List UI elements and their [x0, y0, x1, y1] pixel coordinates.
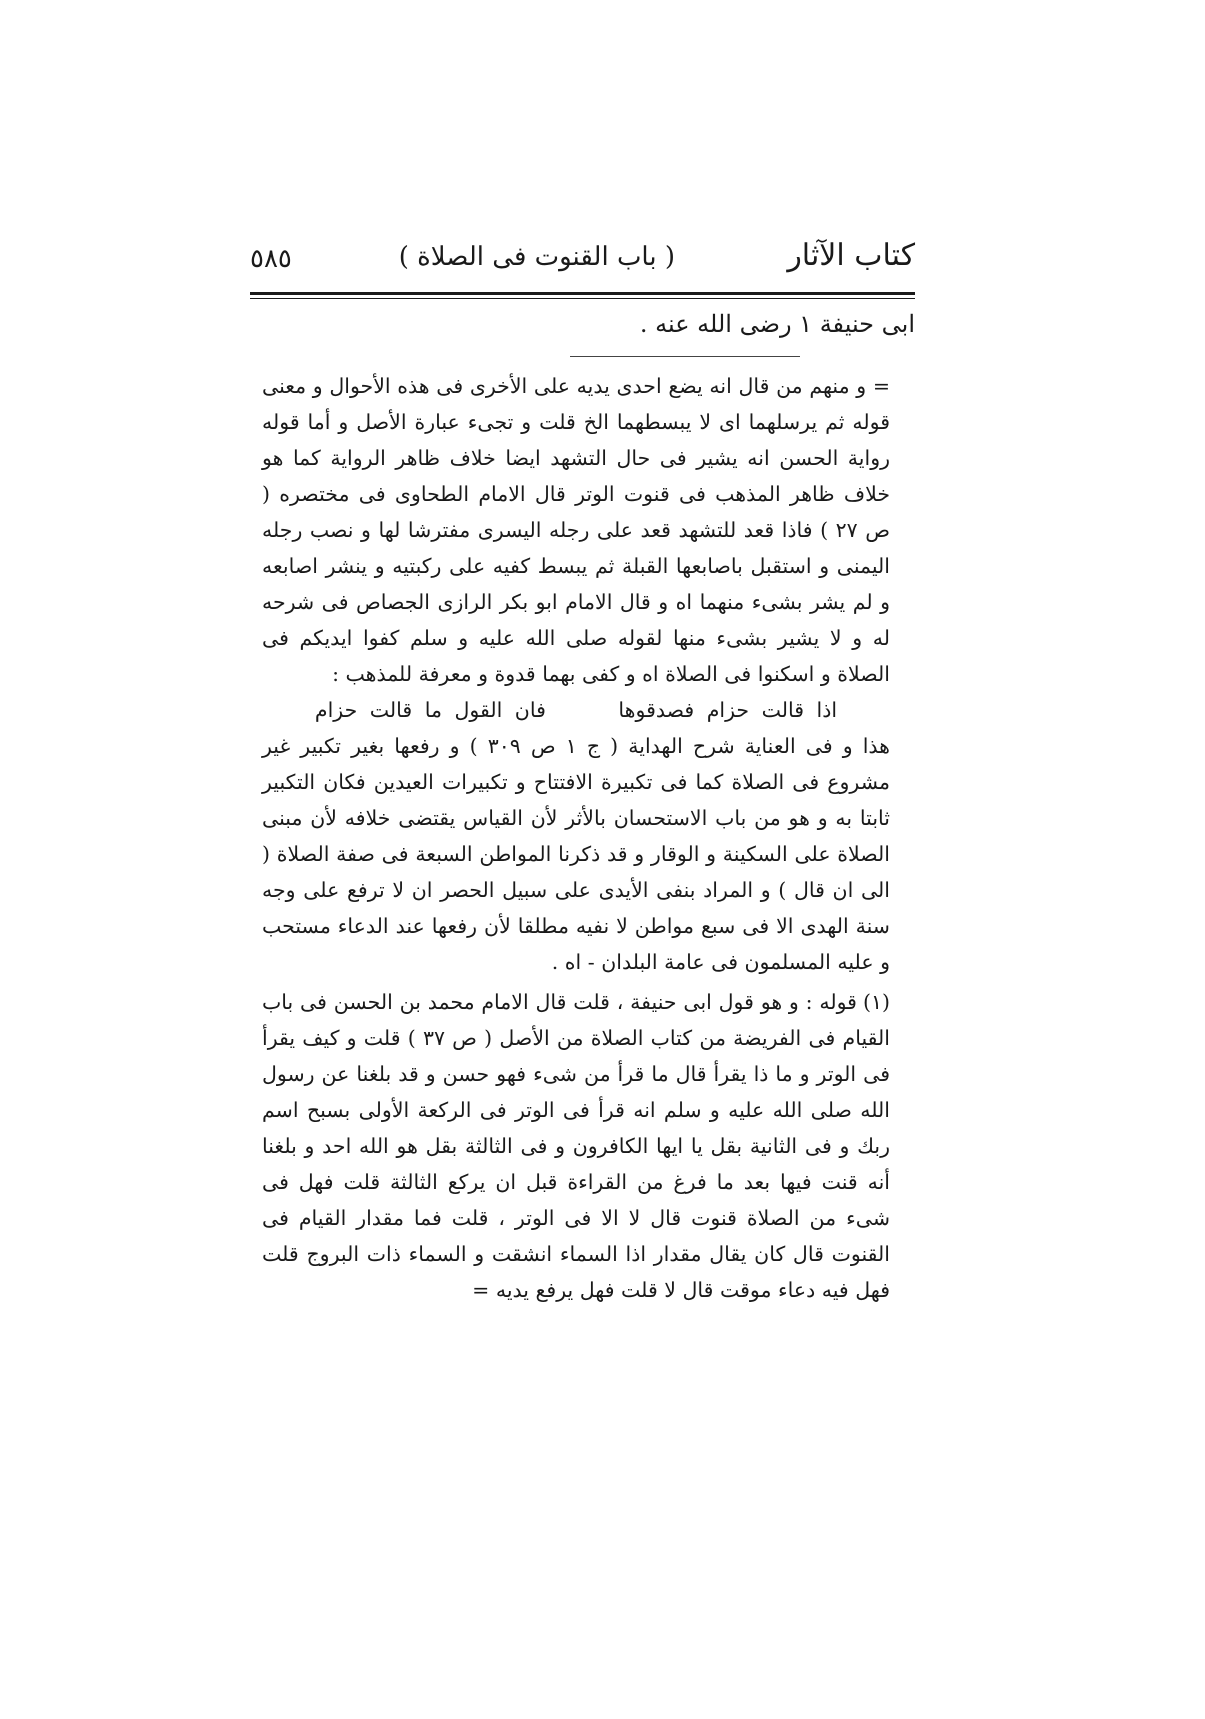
header-rule-thin [250, 298, 915, 299]
footnote-inaya-paragraph: هذا و فى العناية شرح الهداية ( ج ١ ص ٣٠٩ ) و رفعها بغير تكبير غير مشروع فى الصلاة كما فى تكبيرة الافتتاح و تكبيرات العيدين فكان التكبير ثابتا به و هو من باب الاستحسان بالأثر لأن القياس يقتضى خلافه لأن مبنى الصلاة على السكينة و الوقار و قد ذكرنا المواطن السبعة فى صفة الصلاة ( الى ان قال ) و المراد بنفى الأيدى على سبيل الحصر ان لا ترفع على وجه سنة الهدى الا فى سبع مواطن لا نفيه مطلقا لأن رفعها عند الدعاء مستحب و عليه المسلمون فى عامة البلدان - اه . [262, 734, 890, 974]
footnote-one [262, 984, 890, 1308]
book-title: كتاب الآثار [787, 238, 915, 273]
chapter-title: ( باب القنوت فى الصلاة ) [398, 242, 675, 272]
footnote-one-text: قوله : و هو قول ابى حنيفة ، قلت قال الامام محمد بن الحسن فى باب القيام فى الفريضة من كتاب الصلاة من الأصل ( ص ٣٧ ) قلت و كيف يقرأ فى الوتر و ما ذا يقرأ قال ما قرأ من شىء فهو حسن و قد بلغنا عن رسول الله صلى الله عليه و سلم انه قرأ فى الوتر فى الركعة الأولى بسبح اسم ربك و فى الثانية بقل يا ايها الكافرون و فى الثالثة بقل هو الله احد و بلغنا أنه قنت فيها بعد ما فرغ من القراءة قبل ان يركع الثالثة قلت فهل فى شىء من الصلاة قنوت قال لا الا فى الوتر ، قلت فما مقدار القيام فى القنوت قال كان يقال مقدار اذا السماء انشقت و السماء ذات البروج قلت فهل فيه دعاء موقت قال لا قلت فهل يرفع يديه = [262, 990, 890, 1302]
page-header [250, 238, 915, 288]
poetry-verse [262, 692, 890, 728]
footnote-separator [570, 356, 800, 357]
verse-first-hemistich: اذا قالت حزام فصدقوها [618, 698, 838, 722]
main-text-continuation: ابى حنيفة ١ رضى الله عنه . [639, 310, 915, 338]
footnote-continued-paragraph: = و منهم من قال انه يضع احدى يديه على الأخرى فى هذه الأحوال و معنى قوله ثم يرسلهما اى لا يبسطهما الخ قلت و تجىء عبارة الأصل و أما قوله رواية الحسن انه يشير فى حال التشهد ايضا خلاف ظاهر الرواية كما هو خلاف ظاهر المذهب فى قنوت الوتر قال الامام الطحاوى فى مختصره ( ص ٢٧ ) فاذا قعد للتشهد قعد على رجله اليسرى مفترشا لها و نصب رجله اليمنى و استقبل باصابعها القبلة ثم يبسط كفيه على ركبتيه و ينشر اصابعه و لم يشر بشىء منهما اه و قال الامام ابو بكر الرازى الجصاص فى شرحه له و لا يشير بشىء منها لقوله صلى الله عليه و سلم كفوا ايديكم فى الصلاة و اسكنوا فى الصلاة اه و كفى بهما قدوة و معرفة للمذهب : [262, 374, 890, 686]
verse-second-hemistich: فان القول ما قالت حزام [314, 698, 546, 722]
footnote-marker: (١) [862, 990, 890, 1014]
header-rule-thick [250, 292, 915, 295]
footnotes-section [262, 368, 890, 1308]
page-number: ٥٨٥ [250, 244, 292, 274]
